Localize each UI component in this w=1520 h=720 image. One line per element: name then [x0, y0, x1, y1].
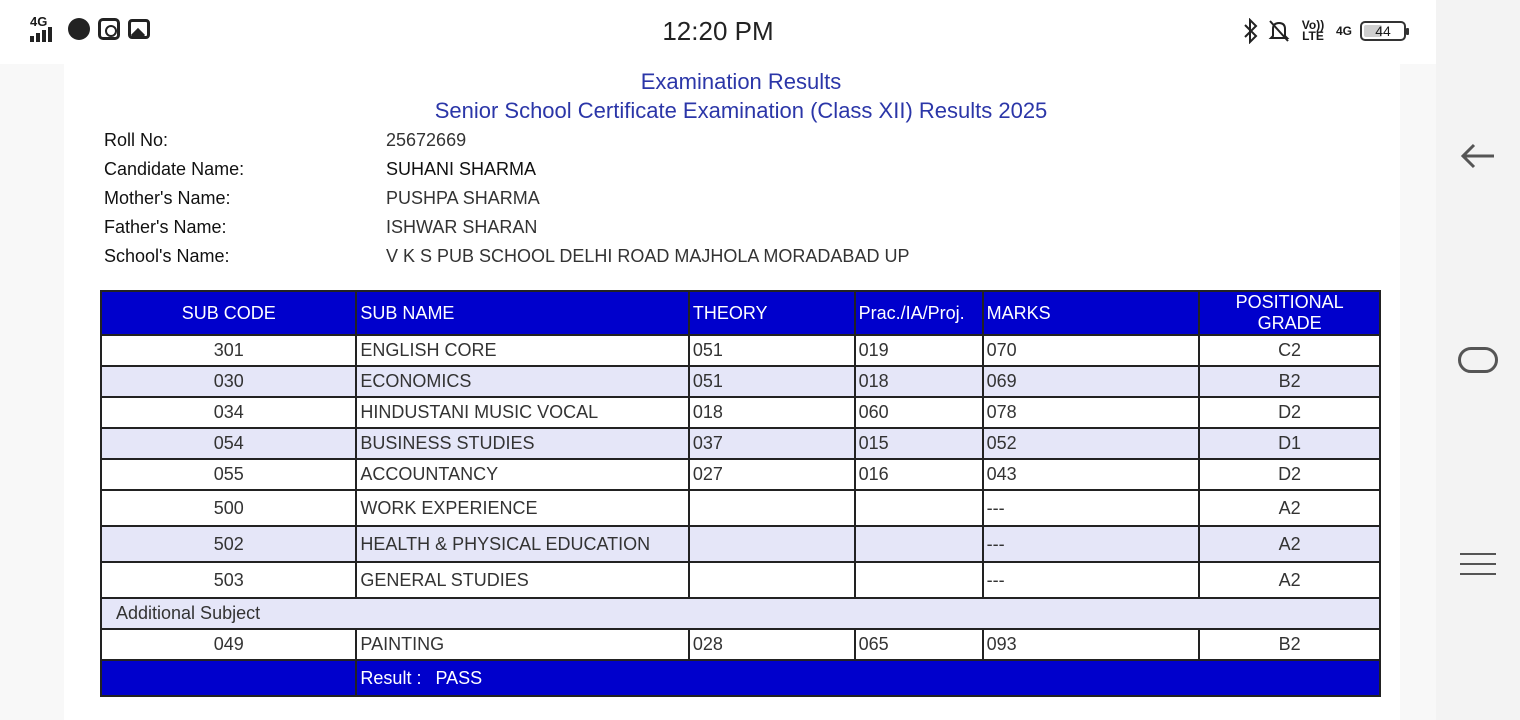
- grade-cell: B2: [1199, 366, 1380, 397]
- marks-cell: 078: [983, 397, 1200, 428]
- theory-cell: 051: [689, 335, 855, 366]
- right-gutter: [1400, 64, 1436, 720]
- table-row: [101, 629, 1380, 660]
- theory-cell: 028: [689, 629, 855, 660]
- marks-cell: 069: [983, 366, 1200, 397]
- sub-code-cell: 054: [101, 428, 356, 459]
- roll-no-row: [104, 130, 1004, 156]
- sub-code-cell: 502: [101, 526, 356, 562]
- grade-cell: A2: [1199, 562, 1380, 598]
- grade-cell: D1: [1199, 428, 1380, 459]
- page-title: Examination Results: [640, 69, 842, 94]
- sub-name-cell: GENERAL STUDIES: [356, 562, 688, 598]
- battery-icon: 44: [1360, 21, 1406, 41]
- back-button[interactable]: [1454, 136, 1502, 176]
- table-row: [101, 459, 1380, 490]
- marks-cell: 093: [983, 629, 1200, 660]
- sub-code-cell: 049: [101, 629, 356, 660]
- table-row: [101, 526, 1380, 562]
- practical-cell: 015: [855, 428, 983, 459]
- sub-name-cell: ACCOUNTANCY: [356, 459, 688, 490]
- page-subtitle: Senior School Certificate Examination (Class XII) Results 2025: [434, 98, 1048, 123]
- mother-name-value: PUSHPA SHARMA: [386, 188, 540, 208]
- result-page: [64, 64, 1400, 720]
- additional-subject-row: [101, 598, 1380, 629]
- network-4g-indicator: 4G: [1335, 23, 1352, 38]
- candidate-name-label: Candidate Name:: [104, 159, 245, 179]
- practical-cell: 016: [855, 459, 983, 490]
- table-row: [101, 490, 1380, 526]
- menu-icon: [1460, 553, 1496, 575]
- sub-name-cell: HINDUSTANI MUSIC VOCAL: [356, 397, 688, 428]
- father-name-value: ISHWAR SHARAN: [386, 217, 538, 237]
- sub-code-cell: 055: [101, 459, 356, 490]
- table-header-row: [101, 291, 1380, 335]
- sub-name-cell: ENGLISH CORE: [356, 335, 688, 366]
- col-header-sub-name: SUB NAME: [356, 291, 688, 335]
- col-header-marks: MARKS: [983, 291, 1200, 335]
- result-label: Result :: [360, 667, 422, 688]
- bluetooth-icon: [1242, 18, 1260, 44]
- marks-cell: ---: [983, 526, 1200, 562]
- school-name-row: [104, 246, 1004, 272]
- marks-cell: 043: [983, 459, 1200, 490]
- left-gutter: [0, 64, 64, 720]
- home-button[interactable]: [1454, 340, 1502, 380]
- father-name-label: Father's Name:: [104, 217, 227, 237]
- marks-cell: ---: [983, 562, 1200, 598]
- mother-name-label: Mother's Name:: [104, 188, 231, 208]
- roll-no-value: 25672669: [386, 130, 467, 150]
- result-value: PASS: [435, 667, 483, 688]
- col-header-theory: THEORY: [689, 291, 855, 335]
- result-cell: [356, 660, 1380, 696]
- grade-cell: A2: [1199, 490, 1380, 526]
- sub-code-cell: 034: [101, 397, 356, 428]
- status-bar: [0, 0, 1436, 64]
- theory-cell: 027: [689, 459, 855, 490]
- result-empty-cell: [101, 660, 356, 696]
- table-row: [101, 428, 1380, 459]
- practical-cell: [855, 526, 983, 562]
- sub-code-cell: 503: [101, 562, 356, 598]
- practical-cell: [855, 562, 983, 598]
- result-row: [101, 660, 1380, 696]
- mute-icon: [1268, 19, 1290, 43]
- sub-code-cell: 500: [101, 490, 356, 526]
- grade-cell: D2: [1199, 397, 1380, 428]
- marks-cell: 052: [983, 428, 1200, 459]
- practical-cell: 060: [855, 397, 983, 428]
- grade-cell: B2: [1199, 629, 1380, 660]
- theory-cell: [689, 562, 855, 598]
- marks-cell: ---: [983, 490, 1200, 526]
- theory-cell: [689, 526, 855, 562]
- candidate-name-row: [104, 159, 1004, 185]
- theory-cell: 037: [689, 428, 855, 459]
- sub-name-cell: ECONOMICS: [356, 366, 688, 397]
- marks-cell: 070: [983, 335, 1200, 366]
- back-arrow-icon: [1458, 141, 1498, 171]
- practical-cell: 018: [855, 366, 983, 397]
- grade-cell: C2: [1199, 335, 1380, 366]
- table-row: [101, 397, 1380, 428]
- theory-cell: [689, 490, 855, 526]
- theory-cell: 018: [689, 397, 855, 428]
- father-name-row: [104, 217, 1004, 243]
- table-row: [101, 562, 1380, 598]
- status-right-icons: [1242, 18, 1406, 44]
- col-header-practical: Prac./IA/Proj.: [855, 291, 983, 335]
- grade-cell: A2: [1199, 526, 1380, 562]
- sub-code-cell: 030: [101, 366, 356, 397]
- sub-name-cell: HEALTH & PHYSICAL EDUCATION: [356, 526, 688, 562]
- school-name-label: School's Name:: [104, 246, 230, 266]
- signal-icon: 4G: [30, 16, 60, 42]
- volte-indicator: Vo)) LTE: [1301, 18, 1325, 43]
- practical-cell: 065: [855, 629, 983, 660]
- school-name-value: V K S PUB SCHOOL DELHI ROAD MAJHOLA MORADABAD UP: [386, 246, 910, 266]
- sub-code-cell: 301: [101, 335, 356, 366]
- col-header-grade: POSITIONAL GRADE: [1199, 291, 1380, 335]
- recents-button[interactable]: [1454, 544, 1502, 584]
- roll-no-label: Roll No:: [104, 130, 169, 150]
- sub-name-cell: WORK EXPERIENCE: [356, 490, 688, 526]
- practical-cell: [855, 490, 983, 526]
- marks-table: [100, 290, 1381, 697]
- col-header-sub-code: SUB CODE: [101, 291, 356, 335]
- table-row: [101, 335, 1380, 366]
- theory-cell: 051: [689, 366, 855, 397]
- navigation-bar: [1436, 0, 1520, 720]
- table-row: [101, 366, 1380, 397]
- mother-name-row: [104, 188, 1004, 214]
- candidate-name-value: SUHANI SHARMA: [386, 159, 537, 179]
- sub-name-cell: PAINTING: [356, 629, 688, 660]
- home-icon: [1458, 347, 1498, 373]
- sub-name-cell: BUSINESS STUDIES: [356, 428, 688, 459]
- clock: 12:20 PM: [662, 16, 774, 46]
- practical-cell: 019: [855, 335, 983, 366]
- additional-subject-label: Additional Subject: [101, 598, 1380, 629]
- grade-cell: D2: [1199, 459, 1380, 490]
